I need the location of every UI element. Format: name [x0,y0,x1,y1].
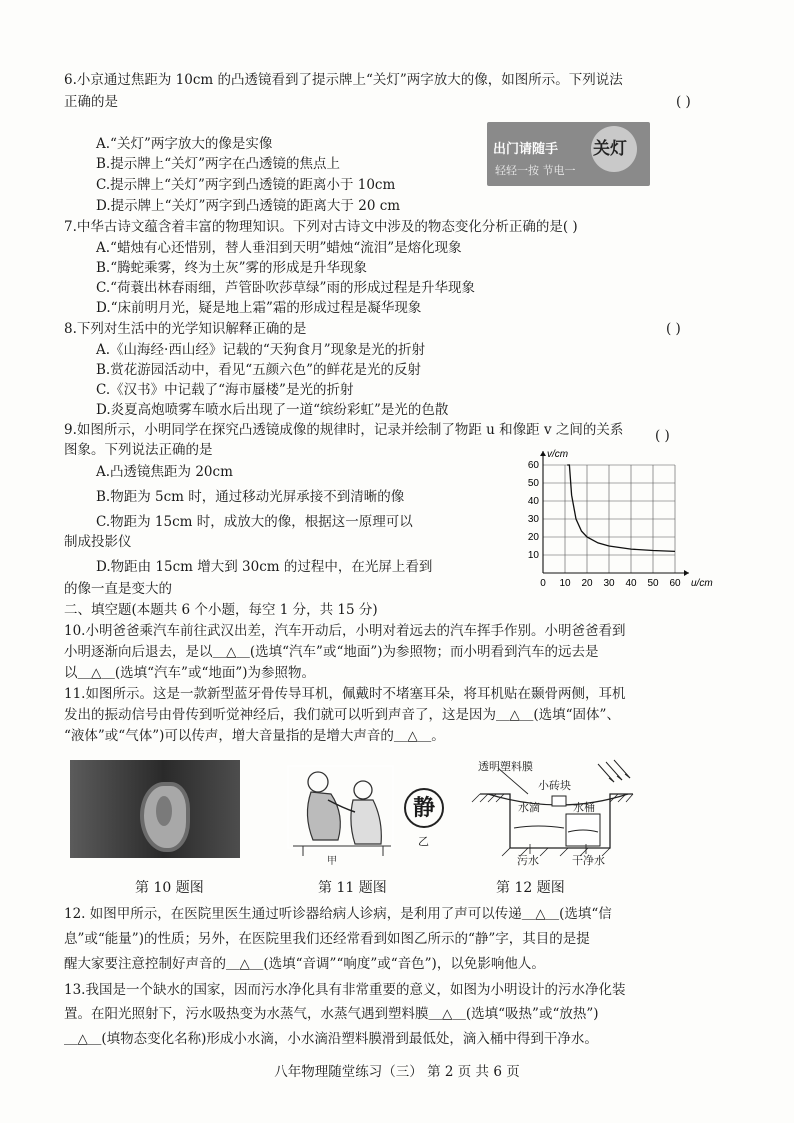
label-jia: 甲 [327,856,337,867]
x-tick-label: 20 [581,578,593,589]
uv-graph [515,445,715,591]
x-tick-label: 30 [603,578,615,589]
x-tick-label: 60 [669,578,681,589]
x-tick-label: 50 [647,578,659,589]
label-clean-water: 干净水 [572,854,605,867]
q9-option-d: D.物距由 15cm 增大到 30cm 的过程中，在光屏上看到 [96,559,433,575]
sign-bottom-text: 轻轻一按 节电一 [495,164,576,177]
q11-line3: “液体”或“气体”)可以传声，增大音量指的是增大声音的＿△＿。 [64,728,445,744]
q9-option-d-cont: 的像一直是变大的 [64,581,172,597]
q11-line2: 发出的振动信号由骨传到听觉神经后，我们就可以听到声音了，这是因为＿△＿(选填“固体”、 [64,707,620,723]
q6-sign-photo [487,122,650,186]
y-tick-label: 50 [527,478,539,489]
q11-line1: 11.如图所示。这是一款新型蓝牙骨传导耳机，佩戴时不堵塞耳朵，将耳机贴在颞骨两侧，耳机 [64,686,626,702]
label-film: 透明塑料膜 [478,760,533,773]
q13-line3: ＿△＿(填物态变化名称)形成小水滴，小水滴沿塑料膜滑到最低处，滴入桶中得到干净水。 [64,1031,598,1047]
q13-line1: 13.我国是一个缺水的国家，因而污水净化具有非常重要的意义，如图为小明设计的污水净化装 [64,982,626,998]
x-axis-arrow [684,570,689,576]
caption-fig10: 第 10 题图 [135,880,204,896]
q8-stem: 8.下列对生活中的光学知识解释正确的是 [64,321,307,337]
label-yi: 乙 [418,835,429,848]
q9-option-a: A.凸透镜焦距为 20cm [96,464,233,480]
y-tick-label: 60 [527,460,539,471]
y-axis-arrow [540,451,546,456]
q7-stem: 7.中华古诗文蕴含着丰富的物理知识。下列对古诗文中涉及的物态变化分析正确的是( ) [64,219,578,235]
stethoscope-illustration [283,760,401,860]
quiet-sign: 静 [404,788,444,828]
y-tick-label: 40 [527,496,539,507]
caption-fig12: 第 12 题图 [496,880,565,896]
q6-option-a: A.“关灯”两字放大的像是实像 [96,136,273,152]
q7-option-a: A.“蜡烛有心还惜别，替人垂泪到天明”蜡烛“流泪”是熔化现象 [96,240,462,256]
q8-option-b: B.赏花游园活动中，看见“五颜六色”的鲜花是光的反射 [96,362,422,378]
q7-option-c: C.“荷蓑出林春雨细，芦管卧吹莎草绿”雨的形成过程是升华现象 [96,280,475,296]
label-brick: 小砖块 [538,779,571,792]
q6-option-b: B.提示牌上“关灯”两字在凸透镜的焦点上 [96,156,341,172]
q7-option-d: D.“床前明月光，疑是地上霜”霜的形成过程是凝华现象 [96,300,422,316]
y-tick-label: 30 [527,514,539,525]
label-bucket: 水桶 [573,801,595,814]
q8-option-d: D.炎夏高炮喷雾车喷水后出现了一道“缤纷彩虹”是光的色散 [96,402,449,418]
y-axis-label: v/cm [547,449,569,460]
q13-line2: 置。在阳光照射下，污水吸热变为水蒸气，水蒸气遇到塑料膜＿△＿(选填“吸热”或“放热”) [64,1006,599,1022]
bone-headphone [156,796,172,826]
label-dirty-water: 污水 [517,854,539,867]
x-axis-label: u/cm [691,578,713,589]
x-tick-label: 10 [559,578,571,589]
q9-option-c-cont: 制成投影仪 [64,534,132,550]
q9-answer-bracket: ( ) [655,428,670,444]
x-tick-label: 40 [625,578,637,589]
q8-option-a: A.《山海经·西山经》记载的“天狗食月”现象是光的折射 [96,342,426,358]
q12-line1: 12. 如图甲所示，在医院里医生通过听诊器给病人诊病，是利用了声可以传递＿△＿(选填“信 [64,906,612,922]
q12-line3: 醒大家要注意控制好声音的＿△＿(选填“音调”“响度”或“音色”)，以免影响他人。 [64,956,545,972]
y-tick-label: 10 [527,550,539,561]
sign-key-text: 关灯 [593,139,627,159]
q6-answer-bracket: ( ) [676,94,691,110]
q7-option-b: B.“腾蛇乘雾，终为土灰”雾的形成是升华现象 [96,260,368,276]
q12-line2: 息”或“能量”)的性质；另外，在医院里我们还经常看到如图乙所示的“静”字，其目的是提 [64,931,590,947]
label-water-drop: 水滴 [518,801,540,814]
page-footer: 八年物理随堂练习（三） 第 2 页 共 6 页 [274,1064,520,1080]
caption-fig11: 第 11 题图 [318,880,387,896]
q9-stem-line1: 9.如图所示，小明同学在探究凸透镜成像的规律时，记录并绘制了物距 u 和像距 v 之间的关系 [64,422,624,438]
q6-option-d: D.提示牌上“关灯”两字到凸透镜的距离大于 20 cm [96,198,401,214]
q8-option-c: C.《汉书》中记载了“海市蜃楼”是光的折射 [96,382,354,398]
q8-answer-bracket: ( ) [666,321,681,337]
q9-option-b: B.物距为 5cm 时，通过移动光屏承接不到清晰的像 [96,489,405,505]
q6-stem-line1: 6.小京通过焦距为 10cm 的凸透镜看到了提示牌上“关灯”两字放大的像，如图所示。下列说法 [64,72,623,88]
q10-line3: 以＿△＿(选填“汽车”或“地面”)为参照物。 [64,665,316,681]
q10-line2: 小明逐渐向后退去，是以＿△＿(选填“汽车”或“地面”)为参照物；而小明看到汽车的远去是 [64,644,599,660]
q9-option-c: C.物距为 15cm 时，成放大的像，根据这一原理可以 [96,514,413,530]
sign-top-text: 出门请随手 [493,142,559,157]
y-tick-label: 20 [527,532,539,543]
q10-line1: 10.小明爸爸乘汽车前往武汉出差，汽车开动后，小明对着远去的汽车挥手作别。小明爸爸看到 [64,623,626,639]
x-tick-label: 0 [540,578,546,589]
q6-option-c: C.提示牌上“关灯”两字到凸透镜的距离小于 10cm [96,177,396,193]
ear-photo [70,760,240,858]
q9-stem-line2: 图象。下列说法正确的是 [64,442,213,458]
q6-stem-line2: 正确的是 [64,94,118,110]
uv-curve [567,465,675,551]
section-2-heading: 二、填空题(本题共 6 个小题，每空 1 分，共 15 分) [64,602,378,618]
